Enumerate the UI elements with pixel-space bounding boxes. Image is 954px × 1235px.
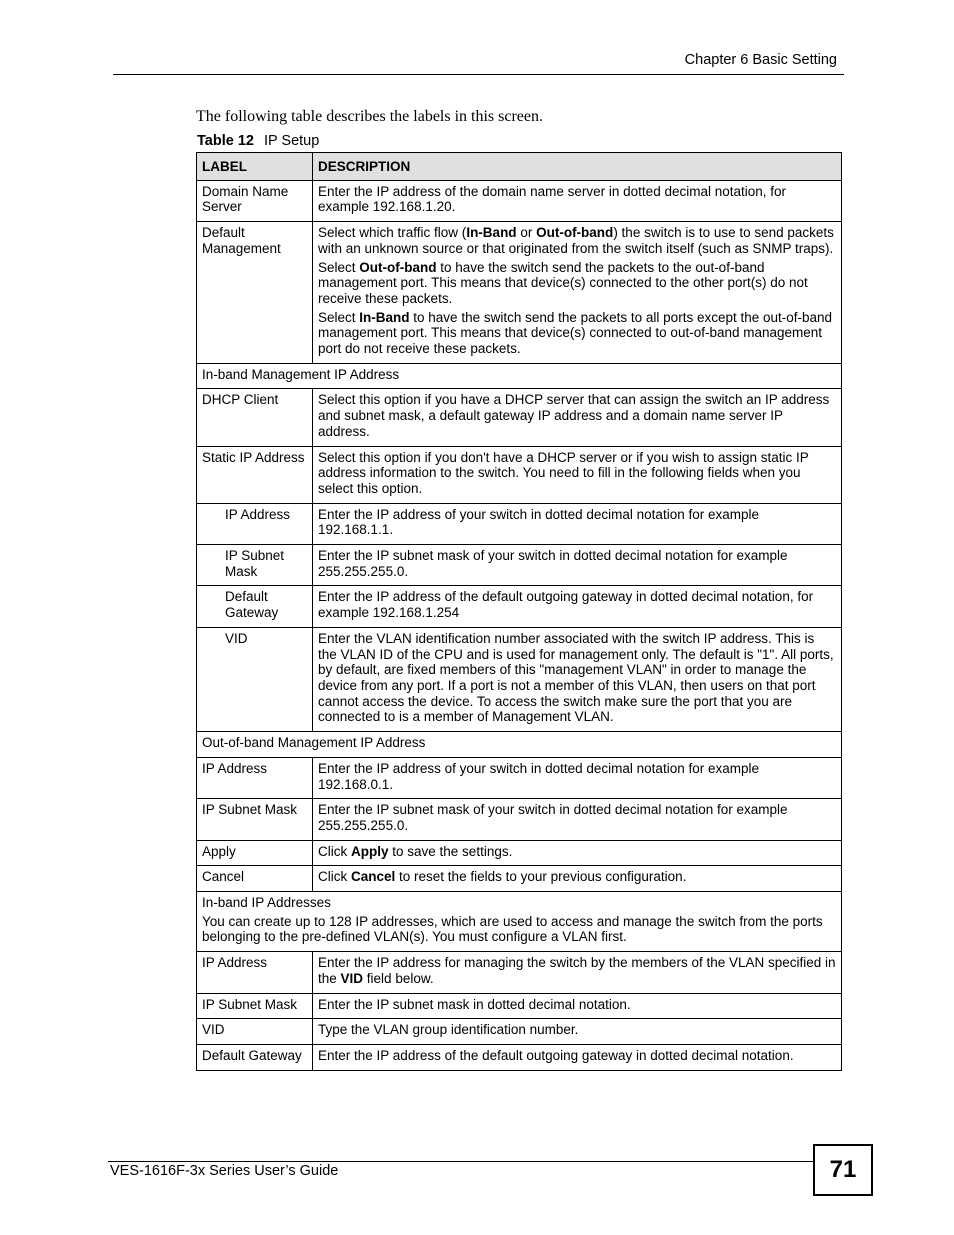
label-cell: Static IP Address xyxy=(197,446,313,503)
label-cell: VID xyxy=(197,627,313,731)
header-divider xyxy=(113,74,844,75)
label-cell: Default Gateway xyxy=(197,1044,313,1070)
label-cell: Default Management xyxy=(197,222,313,364)
description-paragraph xyxy=(318,392,836,439)
description-text: Select which traffic flow ( xyxy=(318,225,467,241)
description-text: Enter the IP address of your switch in dotted decimal notation for example 192.168.1.1. xyxy=(318,506,759,538)
description-text: Out-of-band Management IP Address xyxy=(202,735,426,751)
description-text: Click xyxy=(318,843,351,859)
description-paragraph xyxy=(318,761,836,792)
table-section-row xyxy=(197,732,842,758)
table-row xyxy=(197,446,842,503)
chapter-title: Chapter 6 Basic Setting xyxy=(684,52,837,68)
table-row xyxy=(197,627,842,731)
table-section-row xyxy=(197,363,842,389)
table-row xyxy=(197,1044,842,1070)
column-header-label: LABEL xyxy=(197,153,313,181)
table-header-row xyxy=(197,153,842,181)
field-name-text: VID xyxy=(340,970,364,986)
description-text: to save the settings. xyxy=(388,843,513,859)
section-cell xyxy=(197,732,842,758)
description-paragraph xyxy=(318,184,836,215)
footer-divider xyxy=(108,1161,814,1162)
field-name-text: In-Band xyxy=(466,225,517,241)
description-text: Enter the IP address of the default outgoing gateway in dotted decimal notation, for example 192.168.1.254 xyxy=(318,589,814,621)
description-text: Enter the IP subnet mask in dotted decimal notation. xyxy=(318,996,631,1012)
description-text: Select this option if you have a DHCP server that can assign the switch an IP address and subnet mask, a default gateway IP address and a domain name server IP address. xyxy=(318,392,830,439)
description-text: Enter the IP address of your switch in dotted decimal notation for example 192.168.0.1. xyxy=(318,760,759,792)
description-paragraph xyxy=(318,997,836,1013)
label-cell: IP Address xyxy=(197,503,313,544)
page-number: 71 xyxy=(813,1144,873,1196)
table-row xyxy=(197,389,842,446)
description-text: field below. xyxy=(363,970,434,986)
label-cell: Apply xyxy=(197,840,313,866)
description-paragraph xyxy=(318,955,836,986)
label-cell: Cancel xyxy=(197,866,313,892)
description-paragraph xyxy=(202,735,836,751)
label-cell: IP Address xyxy=(197,757,313,798)
description-text: Select xyxy=(318,259,360,275)
description-text: Type the VLAN group identification number. xyxy=(318,1022,579,1038)
table-row xyxy=(197,586,842,627)
description-text: to reset the fields to your previous configuration. xyxy=(395,869,687,885)
description-cell xyxy=(313,757,842,798)
label-cell: DHCP Client xyxy=(197,389,313,446)
table-row xyxy=(197,503,842,544)
description-paragraph xyxy=(318,507,836,538)
description-cell xyxy=(313,446,842,503)
description-text: Enter the IP address for managing the switch by the members of the VLAN specified in the xyxy=(318,955,836,986)
table-row xyxy=(197,840,842,866)
description-paragraph xyxy=(318,802,836,833)
label-cell: IP Address xyxy=(197,952,313,993)
description-cell xyxy=(313,799,842,840)
table-caption-title: IP Setup xyxy=(263,133,320,149)
description-text: Enter the IP subnet mask of your switch in dotted decimal notation for example 255.255.255.0. xyxy=(318,802,788,833)
table-row xyxy=(197,545,842,586)
description-paragraph xyxy=(202,895,836,911)
description-paragraph xyxy=(318,225,836,256)
description-paragraph xyxy=(318,450,836,497)
label-cell: IP Subnet Mask xyxy=(197,545,313,586)
table-caption xyxy=(197,133,319,149)
field-name-text: Out-of-band xyxy=(359,259,437,275)
description-cell xyxy=(313,503,842,544)
table-row xyxy=(197,866,842,892)
description-cell xyxy=(313,840,842,866)
table-caption-number: Table 12 xyxy=(197,133,254,149)
description-cell xyxy=(313,389,842,446)
field-name-text: Apply xyxy=(351,843,389,859)
label-cell: IP Subnet Mask xyxy=(197,993,313,1019)
table-row xyxy=(197,952,842,993)
field-name-text: Out-of-band xyxy=(536,225,614,241)
table-row xyxy=(197,993,842,1019)
description-text: or xyxy=(516,225,537,241)
table-body xyxy=(197,180,842,1070)
guide-title: VES-1616F-3x Series User’s Guide xyxy=(110,1163,339,1179)
description-paragraph xyxy=(318,631,836,725)
description-text: ) the switch is to use to send packets with an unknown source or that originated from the switch itself (such as SNMP traps). xyxy=(318,225,834,256)
field-name-text: Cancel xyxy=(351,869,396,885)
label-cell: VID xyxy=(197,1019,313,1045)
table-row xyxy=(197,180,842,221)
description-text: Select xyxy=(318,309,360,325)
description-cell xyxy=(313,586,842,627)
description-text: to have the switch send the packets to all ports except the out-of-band management port. This means that device(s) connected to out-of-band management port do not receive these packets. xyxy=(318,309,833,357)
label-cell: Default Gateway xyxy=(197,586,313,627)
description-text: Enter the IP address of the default outgoing gateway in dotted decimal notation. xyxy=(318,1047,794,1063)
section-cell xyxy=(197,892,842,952)
description-cell xyxy=(313,866,842,892)
description-paragraph xyxy=(318,589,836,620)
description-paragraph xyxy=(318,260,836,307)
description-text: Click xyxy=(318,869,351,885)
ip-setup-table xyxy=(196,152,842,1071)
description-paragraph xyxy=(318,1022,836,1038)
description-cell xyxy=(313,993,842,1019)
table-row xyxy=(197,799,842,840)
description-cell xyxy=(313,1044,842,1070)
field-name-text: In-Band xyxy=(359,309,410,325)
description-paragraph xyxy=(318,548,836,579)
description-text: Enter the IP address of the domain name server in dotted decimal notation, for example 192.168.1.20. xyxy=(318,183,787,215)
description-paragraph xyxy=(318,844,836,860)
intro-text: The following table describes the labels in this screen. xyxy=(196,108,544,125)
table-row xyxy=(197,1019,842,1045)
description-text: Select this option if you don't have a DHCP server or if you wish to assign static IP address information to the switch. You need to fill in the following fields when you select this option. xyxy=(318,449,809,496)
description-text: In-band Management IP Address xyxy=(202,366,400,382)
description-paragraph xyxy=(318,310,836,357)
description-cell xyxy=(313,222,842,364)
description-paragraph xyxy=(202,914,836,945)
table-row xyxy=(197,222,842,364)
table-row xyxy=(197,757,842,798)
description-text: You can create up to 128 IP addresses, which are used to access and manage the switch from the ports belonging to the pre-defined VLAN(s). You must configure a VLAN first. xyxy=(202,913,823,945)
section-cell xyxy=(197,363,842,389)
description-paragraph xyxy=(202,367,836,383)
label-cell: Domain Name Server xyxy=(197,180,313,221)
description-cell xyxy=(313,952,842,993)
description-cell xyxy=(313,545,842,586)
column-header-description: DESCRIPTION xyxy=(313,153,842,181)
description-text: In-band IP Addresses xyxy=(202,895,331,911)
description-cell xyxy=(313,1019,842,1045)
description-cell xyxy=(313,627,842,731)
description-paragraph xyxy=(318,1048,836,1064)
description-text: to have the switch send the packets to the out-of-band management port. This means that device(s) connected to the other port(s) do not receive these packets. xyxy=(318,259,808,306)
description-text: Enter the IP subnet mask of your switch in dotted decimal notation for example 255.255.255.0. xyxy=(318,548,788,579)
description-paragraph xyxy=(318,869,836,885)
description-text: Enter the VLAN identification number associated with the switch IP address. This is the VLAN ID of the CPU and is used for management only. The default is "1". All ports, by default, are fixed members of this "management VLAN" in order to manage the device from any port. If a port is not a member of this VLAN, then users on that port cannot access the device. To access the switch make sure the port that you are connected to is a member of Management VLAN. xyxy=(318,630,834,725)
table-section-row xyxy=(197,892,842,952)
description-cell xyxy=(313,180,842,221)
label-cell: IP Subnet Mask xyxy=(197,799,313,840)
